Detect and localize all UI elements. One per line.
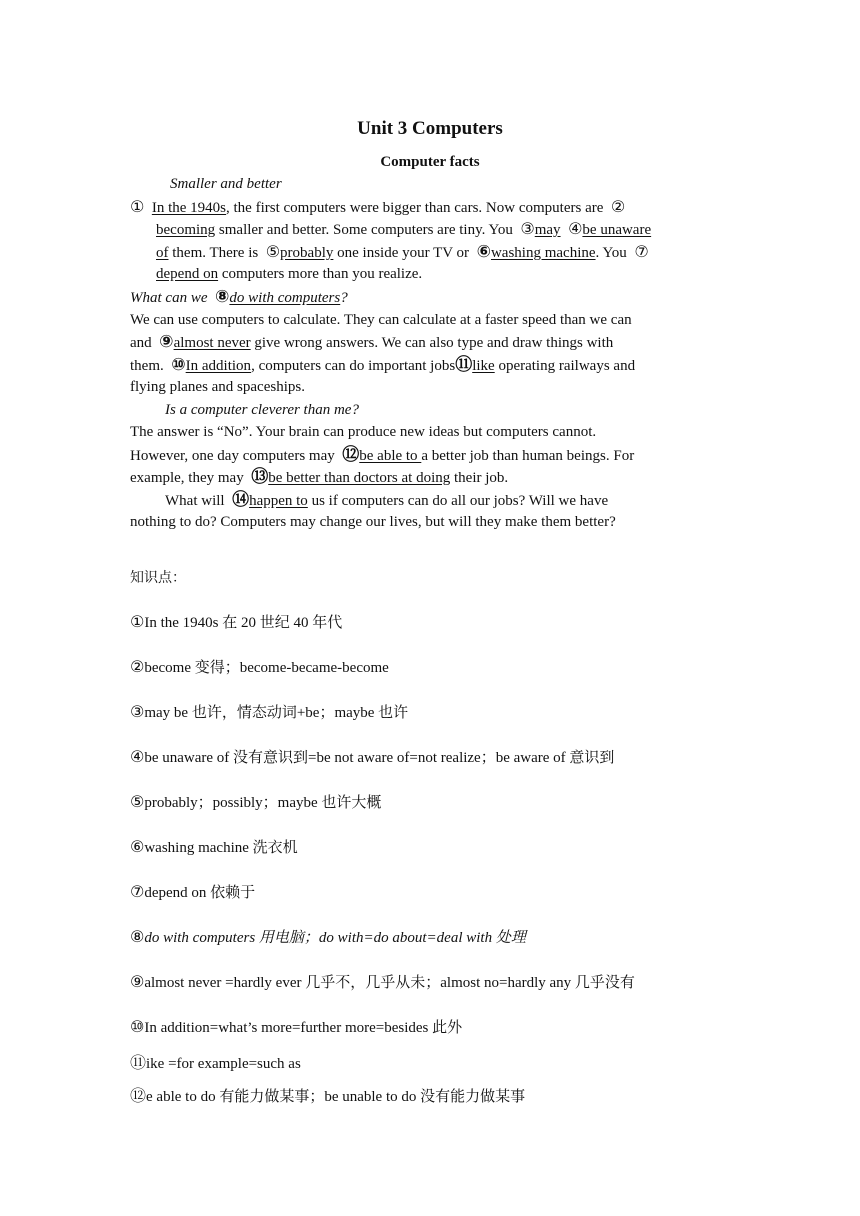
knowledge-marker: ⑦ xyxy=(130,882,145,901)
knowledge-item xyxy=(130,1053,301,1074)
phrase-be-better-than: be better than doctors at doing xyxy=(268,470,451,486)
para2-line4: flying planes and spaceships. xyxy=(130,379,305,395)
knowledge-item xyxy=(130,972,635,993)
knowledge-item xyxy=(130,927,526,948)
text: What can we xyxy=(130,290,208,306)
marker-8: ⑧ xyxy=(214,287,230,307)
knowledge-text: do with computers 用电脑；do with=do about=deal with 处理 xyxy=(144,930,526,946)
knowledge-text: In addition=what’s more=further more=besides 此外 xyxy=(144,1020,463,1036)
text: a better job than human beings. For xyxy=(421,448,635,464)
knowledge-marker: ⑧ xyxy=(130,927,145,946)
knowledge-item xyxy=(130,1086,525,1107)
para3-line4 xyxy=(165,490,608,511)
knowledge-text: depend on 依赖于 xyxy=(144,885,256,901)
marker-5: ⑤ xyxy=(265,242,281,261)
knowledge-text: ike =for example=such as xyxy=(146,1056,301,1072)
text: their job. xyxy=(450,470,509,486)
section-heading-cleverer: Is a computer cleverer than me? xyxy=(165,402,359,418)
knowledge-text: washing machine 洗衣机 xyxy=(144,840,298,856)
para3-line1: The answer is “No”. Your brain can produce new ideas but computers cannot. xyxy=(130,424,597,440)
knowledge-item xyxy=(130,657,389,678)
knowledge-item xyxy=(130,747,614,768)
marker-11: ⑪ xyxy=(455,355,473,375)
marker-12: ⑫ xyxy=(342,445,360,465)
text: us if computers can do all our jobs? Will we have xyxy=(307,493,609,509)
marker-9: ⑨ xyxy=(159,332,174,352)
knowledge-text: almost never =hardly ever 几乎不，几乎从未；almost no=hardly any 几乎没有 xyxy=(144,975,635,991)
text: them. There is xyxy=(168,245,259,261)
para2-line2 xyxy=(130,332,613,353)
para1-line3 xyxy=(156,242,649,263)
text: However, one day computers may xyxy=(130,448,335,464)
knowledge-marker: ① xyxy=(130,612,145,631)
text: ? xyxy=(340,290,348,306)
marker-4: ④ xyxy=(568,219,583,238)
text: , the first computers were bigger than cars. Now computers are xyxy=(226,200,604,216)
marker-3: ③ xyxy=(520,219,535,238)
marker-7: ⑦ xyxy=(634,242,649,261)
para3-line2 xyxy=(130,445,634,466)
para3-line3 xyxy=(130,467,508,488)
section-heading-what-can-we xyxy=(130,287,348,308)
knowledge-marker: ③ xyxy=(130,702,145,721)
knowledge-item xyxy=(130,612,342,633)
marker-13: ⑬ xyxy=(251,467,269,487)
knowledge-item xyxy=(130,702,408,723)
text: smaller and better. Some computers are tiny. You xyxy=(215,222,513,238)
phrase-be-unaware: be unaware xyxy=(582,222,652,238)
para1-line4 xyxy=(156,264,422,284)
knowledge-marker: ⑤ xyxy=(130,792,145,811)
page-title: Unit 3 Computers xyxy=(357,118,503,139)
text: give wrong answers. We can also type and draw things with xyxy=(250,335,614,351)
knowledge-item xyxy=(130,882,255,903)
marker-1: ① xyxy=(130,197,145,216)
knowledge-marker: ② xyxy=(130,657,145,676)
phrase-of: of xyxy=(156,245,169,261)
phrase-like: like xyxy=(472,358,495,374)
phrase-1940s: In the 1940s xyxy=(151,200,227,216)
section-heading-smaller: Smaller and better xyxy=(170,176,282,192)
text: them. xyxy=(130,358,164,374)
phrase-happen-to: happen to xyxy=(249,493,308,509)
knowledge-text: become 变得；become-became-become xyxy=(144,660,389,676)
knowledge-marker: ⑩ xyxy=(130,1017,145,1036)
text: and xyxy=(130,335,152,351)
knowledge-text: probably；possibly；maybe 也许大概 xyxy=(144,795,382,811)
knowledge-text: In the 1940s 在 20 世纪 40 年代 xyxy=(144,615,343,631)
marker-6: ⑥ xyxy=(476,242,491,262)
knowledge-text: be unaware of 没有意识到=be not aware of=not realize；be aware of 意识到 xyxy=(144,750,615,766)
phrase-depend-on: depend on xyxy=(156,266,219,282)
text: computers more than you realize. xyxy=(218,266,423,282)
knowledge-marker: ⑨ xyxy=(130,972,145,991)
text: one inside your TV or xyxy=(333,245,470,261)
phrase-may: may xyxy=(534,222,561,238)
phrase-becoming: becoming xyxy=(156,222,216,238)
text: , computers can do important jobs xyxy=(251,358,456,374)
para1-line1 xyxy=(130,197,625,218)
para1-line2 xyxy=(156,219,651,240)
knowledge-marker: ⑫ xyxy=(130,1086,147,1105)
knowledge-marker: ⑪ xyxy=(130,1053,147,1072)
para2-line1: We can use computers to calculate. They can calculate at a faster speed than we can xyxy=(130,312,632,328)
knowledge-item xyxy=(130,837,298,858)
knowledge-text: may be 也许，情态动词+be；maybe 也许 xyxy=(144,705,409,721)
knowledge-text: e able to do 有能力做某事；be unable to do 没有能力做某事 xyxy=(146,1089,526,1105)
text: operating railways and xyxy=(494,358,636,374)
knowledge-marker: ④ xyxy=(130,747,145,766)
knowledge-item xyxy=(130,792,381,813)
knowledge-item xyxy=(130,1017,462,1038)
phrase-probably: probably xyxy=(280,245,334,261)
text: example, they may xyxy=(130,470,244,486)
marker-14: ⑭ xyxy=(232,490,250,510)
knowledge-heading: 知识点： xyxy=(130,570,186,586)
phrase-in-addition: In addition xyxy=(185,358,252,374)
phrase-washing-machine: washing machine xyxy=(490,245,596,261)
text: What will xyxy=(165,493,225,509)
phrase-almost-never: almost never xyxy=(173,335,251,351)
text: . You xyxy=(595,245,627,261)
para3-line5: nothing to do? Computers may change our lives, but will they make them better? xyxy=(130,514,616,530)
para2-line3 xyxy=(130,355,635,376)
marker-10: ⑩ xyxy=(171,355,186,375)
subtitle: Computer facts xyxy=(380,154,480,170)
marker-2: ② xyxy=(610,197,626,216)
phrase-do-with-computers: do with computers xyxy=(229,290,341,306)
knowledge-marker: ⑥ xyxy=(130,837,145,856)
phrase-be-able-to: be able to xyxy=(359,448,422,464)
